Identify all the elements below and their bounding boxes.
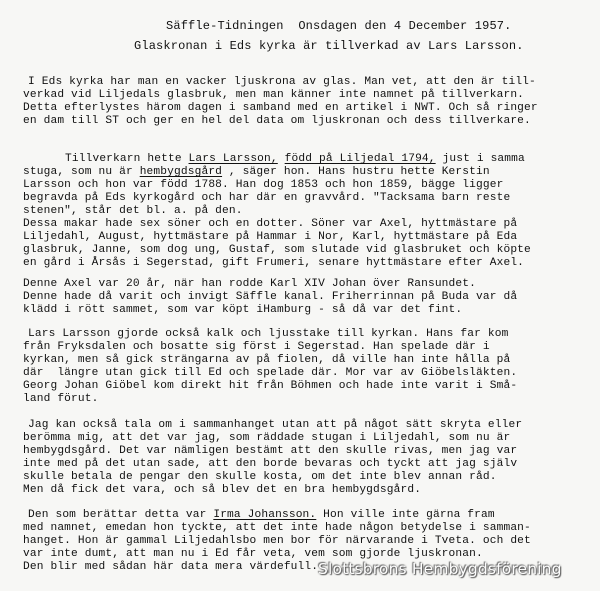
paragraph-line: med namnet, emedan hon tyckte, att det inte hade någon betydelse i samman- <box>23 522 531 534</box>
paragraph-line: land förut. <box>23 393 99 405</box>
paragraph-line: en gård i Årsås i Segerstad, gift Frumeri, senare hyttmästare efter Axel. <box>23 257 525 269</box>
text-fragment: Hon ville inte gärna fram <box>316 509 495 521</box>
paragraph-line: skulle betala de pengar den skulle kosta, om det inte blev annan råd. <box>23 471 497 483</box>
intro-line: en dam till ST och ger en hel del data om ljuskronan och dess tillverkare. <box>23 115 531 127</box>
hembygdsgard-underlined: hembygdsgård <box>139 166 223 178</box>
paragraph-line: där längre utan gick till Ed och spelade där. Mor var av Giöbelsläkten. <box>23 367 518 379</box>
paragraph-line: Georg Johan Giöbel kom direkt hit från Böhmen och hade inte varit i Små- <box>23 380 518 392</box>
intro-line: verkad vid Liljedals glasbruk, men man känner inte namnet på tillverkarn. <box>23 89 525 101</box>
text-fragment: stuga, som nu är <box>23 166 140 178</box>
paragraph-line: klädd i rött sammet, som var köpt iHamburg - så då var det fint. <box>23 304 463 316</box>
paragraph-line: Den blir med sådan här data mera värdefull. <box>23 561 319 573</box>
paragraph-line: Liljedahl, August, hyttmästare på Hammar i Nor, Karl, hyttmästare på Eda <box>23 231 518 243</box>
header-newspaper-date: Säffle-Tidningen Onsdagen den 4 December 1957. <box>166 19 512 33</box>
paragraph-line: Lars Larsson gjorde också kalk och ljusstake till kyrkan. Hans far kom <box>28 328 509 340</box>
watermark-text: Slottsbrons Hembygdsförening <box>318 560 562 578</box>
paragraph-line: Men då fick det vara, och så blev det en bra hembygdsgård. <box>23 484 422 496</box>
paragraph-line <box>28 509 495 522</box>
intro-line: Detta efterlystes härom dagen i samband med en artikel i NWT. Och så ringer <box>23 102 538 114</box>
paragraph-line: från Fryksdalen och bosatte sig först i Segerstad. Han spelade där i <box>23 341 490 353</box>
paragraph-line: Denne hade då varit och invigt Säffle kanal. Friherrinnan på Buda var då <box>23 291 518 303</box>
paragraph-line: berömma mig, att det var jag, som räddade stugan i Liljedahl, som nu är <box>23 432 511 444</box>
paragraph-line: inte med på det utan sade, att den borde bevaras och tyckt att jag själv <box>23 458 518 470</box>
text-fragment: Den som berättar detta var <box>28 509 214 521</box>
text-fragment <box>278 153 285 165</box>
article-title: Glaskronan i Eds kyrka är tillverkad av Lars Larsson. <box>134 39 524 53</box>
paragraph-line: hanget. Hon är gammal Liljedahlsbo men bor för närvarande i Tveta. och det <box>23 535 531 547</box>
maker-name-underlined: Lars Larsson, <box>188 153 278 165</box>
paragraph-line: Jag kan också tala om i sammanhanget utan att på något sätt skryta eller <box>28 419 523 431</box>
narrator-name-underlined: Irma Johansson. <box>213 509 317 521</box>
paragraph-line: Dessa makar hade sex söner och en dotter. Söner var Axel, hyttmästare på <box>23 218 518 230</box>
paragraph-line: stenen", står det bl. a. på den. <box>23 205 243 217</box>
text-fragment: Tillverkarn hette <box>65 153 189 165</box>
paragraph-line: Larsson och hon var född 1788. Han dog 1853 och hon 1859, bägge ligger <box>23 179 504 191</box>
paragraph-line: kyrkan, men så gick strängarna av på fiolen, då ville han inte hålla på <box>23 354 511 366</box>
text-fragment: , säger hon. Hans hustru hette Kerstin <box>222 166 490 178</box>
paragraph-line: hembygdsgård. Det var nämligen bestämt att den skulle rivas, men jag var <box>23 445 518 457</box>
paragraph-line <box>65 153 525 166</box>
intro-line: I Eds kyrka har man en vacker ljuskrona av glas. Man vet, att den är till- <box>28 76 536 88</box>
paragraph-line: Denne Axel var 20 år, när han rodde Karl XIV Johan över Ransundet. <box>23 278 476 290</box>
paragraph-line: glasbruk, Janne, som dog ung, Gustaf, som slutade vid glasbruket och köpte <box>23 244 531 256</box>
paragraph-line <box>23 166 490 179</box>
paragraph-line: var inte dumt, att man nu i Ed får veta, vem som gjorde ljuskronan. <box>23 548 483 560</box>
paragraph-line: begravda på Eds kyrkogård och har där en gravvård. "Tacksama barn reste <box>23 192 511 204</box>
text-fragment: just i samma <box>435 153 525 165</box>
birth-underlined: född på Liljedal 1794, <box>284 153 436 165</box>
